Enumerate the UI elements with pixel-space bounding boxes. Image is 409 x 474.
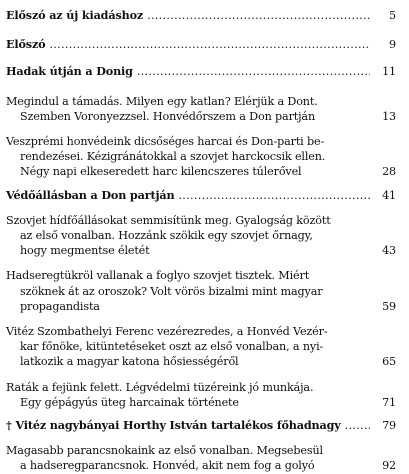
- toc-title: Hadak útján a Donig: [6, 64, 133, 79]
- toc-entry: [6, 268, 396, 314]
- toc-page-number: 59: [382, 299, 396, 313]
- toc-page-number: 5: [389, 9, 396, 22]
- toc-entry: [6, 443, 396, 473]
- toc-text-line: a hadseregparancsnok. Honvéd, akit nem fog a golyó: [20, 459, 315, 473]
- toc-text-line: Hadseregtükröl vallanak a foglyo szovjet tisztek. Miért: [6, 269, 310, 283]
- toc-text-line: Négy napi elkeseredett harc kilencszeres túlerővel: [20, 165, 302, 179]
- toc-entry: [6, 380, 396, 410]
- toc-entry: [6, 324, 396, 370]
- toc-entry: [6, 64, 396, 79]
- leader-dots: [178, 188, 370, 203]
- toc-entry: [6, 94, 396, 124]
- toc-text-line: Vitéz Szombathelyi Ferenc vezérezredes, a Honvéd Vezér-: [6, 325, 328, 339]
- toc-page-number: 71: [382, 395, 396, 409]
- toc-page-number: 13: [382, 109, 396, 123]
- toc-entry: [6, 134, 396, 180]
- toc-title: Előszó az új kiadáshoz: [6, 8, 144, 22]
- toc-text-line: propagandista: [20, 299, 100, 313]
- toc-text-line: Veszprémi honvédeink dicsőséges harcai és Don-parti be-: [6, 135, 325, 149]
- toc-text-line: Szovjet hídfőállásokat semmisítünk meg. Gyalogság között: [6, 213, 331, 227]
- leader-dots: [49, 37, 370, 52]
- toc-page-number: 65: [382, 355, 396, 369]
- leader-dots: [137, 64, 370, 79]
- leader-dots: [345, 418, 370, 433]
- toc-page-number: 28: [382, 165, 396, 179]
- toc-page-number: 9: [389, 38, 396, 52]
- toc-text-line: rendezései. Kézigránátokkal a szovjet harckocsik ellen.: [20, 150, 326, 164]
- toc-text-line: Magasabb parancsnokaink az első vonalban. Megsebesül: [6, 444, 323, 458]
- toc-page-number: 79: [382, 419, 396, 433]
- toc-text-line: Raták a fejünk felett. Légvédelmi tüzéreink jó munkája.: [6, 380, 314, 394]
- toc-entry: [6, 188, 396, 203]
- toc-page-number: 11: [382, 65, 396, 79]
- toc-text-line: Szemben Voronyezzsel. Honvédőrszem a Don partján: [20, 109, 316, 123]
- toc-page-number: 41: [382, 188, 396, 202]
- toc-title: Védőállásban a Don partján: [6, 187, 175, 202]
- toc-text-line: Egy gépágyús üteg harcainak története: [20, 395, 239, 409]
- toc-text-line: latkozik a magyar katona hősiességéről: [20, 355, 239, 369]
- leader-dots: [147, 8, 370, 23]
- toc-title: † Vitéz nagybányai Horthy István tartalékos főhadnagy: [6, 418, 341, 433]
- toc-text-line: szöknek át az oroszok? Volt vörös bizalmi mint magyar: [20, 284, 323, 298]
- toc-page-number: 92: [382, 459, 396, 473]
- toc-page-number: 43: [382, 244, 396, 258]
- toc-entry: [6, 8, 396, 23]
- toc-entry: [6, 213, 396, 259]
- toc-text-line: hogy megmentse életét: [20, 244, 150, 258]
- toc-entry: [6, 418, 396, 433]
- toc-title: Előszó: [6, 37, 46, 52]
- toc-entry: [6, 37, 396, 52]
- toc-text-line: az első vonalban. Hozzánk szökik egy szovjet őrnagy,: [20, 229, 313, 243]
- toc-text-line: kar főnöke, kitüntetéseket oszt az első vonalban, a nyi-: [20, 340, 324, 354]
- toc-text-line: Megindul a támadás. Milyen egy katlan? Elérjük a Dont.: [6, 94, 318, 108]
- table-of-contents: [6, 8, 396, 474]
